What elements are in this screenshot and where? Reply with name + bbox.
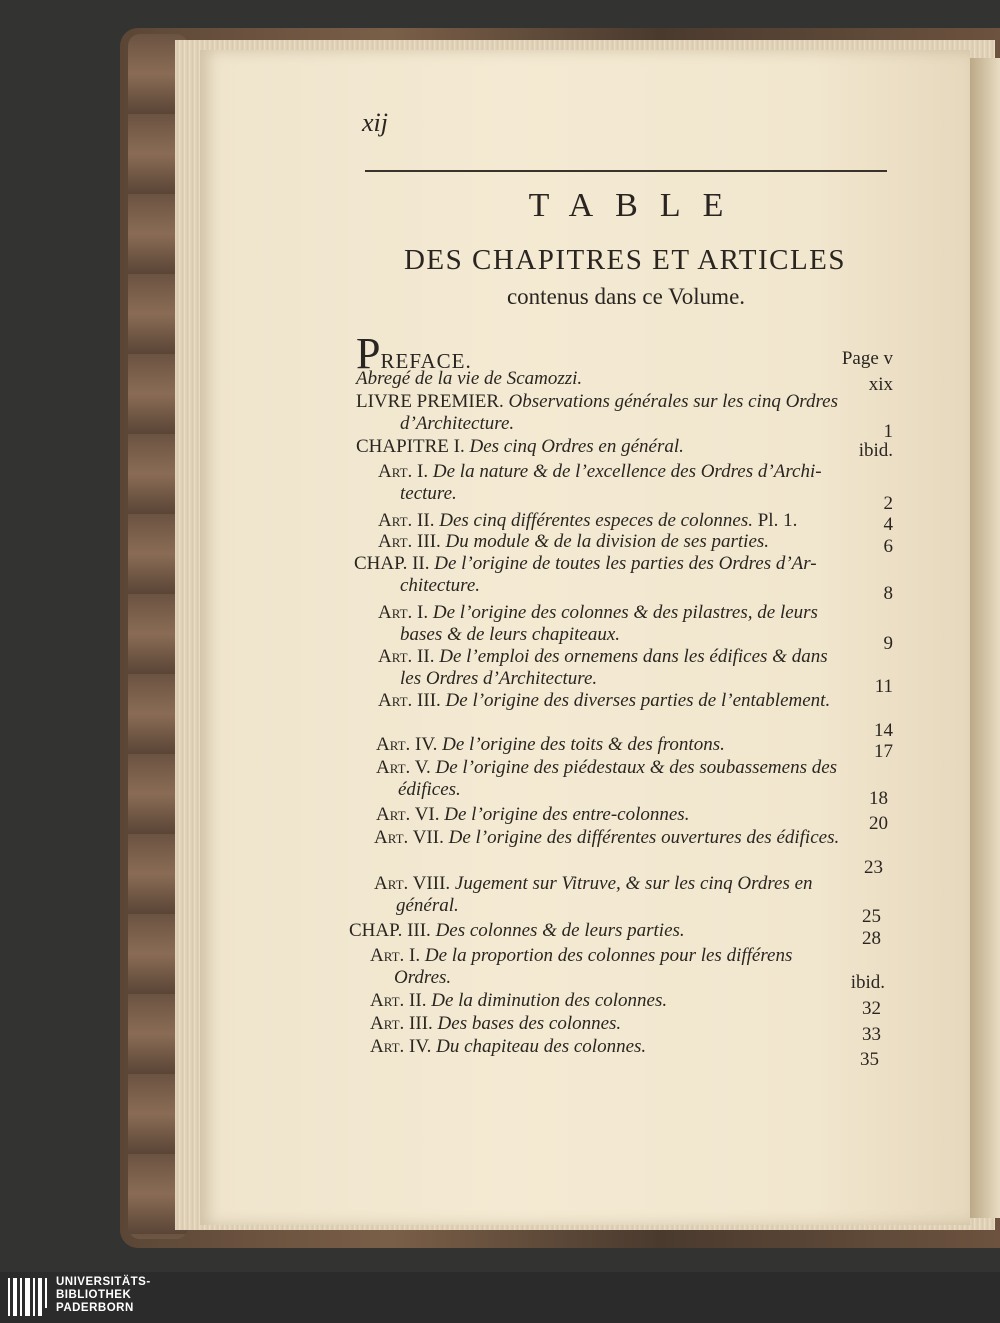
toc-entry-text: chitecture. xyxy=(400,575,481,596)
library-name-line: BIBLIOTHEK xyxy=(56,1289,132,1301)
toc-entry-label: REFACE. xyxy=(380,349,472,373)
toc-page-number: 35 xyxy=(860,1049,879,1070)
toc-entry-label: Art. IV. xyxy=(370,1036,432,1057)
toc-entry xyxy=(374,873,813,895)
toc-entry-text: Des cinq Ordres en général. xyxy=(469,436,684,457)
toc-page-number: 18 xyxy=(869,788,888,809)
toc-entry-label: LIVRE PREMIER. xyxy=(356,391,504,412)
toc-entry xyxy=(370,945,792,967)
toc-page-number: 11 xyxy=(874,676,893,697)
toc-entry-label: CHAP. III. xyxy=(349,920,431,941)
toc-page-number: 6 xyxy=(883,536,893,557)
toc-page-number: 28 xyxy=(862,928,881,949)
toc-entry-text: édifices. xyxy=(398,779,461,800)
toc-entry-label: Art. III. xyxy=(370,1013,433,1034)
toc-entry-text: d’Architecture. xyxy=(400,413,515,434)
library-name xyxy=(56,1276,151,1315)
toc-entry-text: De l’origine des toits & des frontons. xyxy=(442,734,725,755)
toc-entry-label: CHAP. II. xyxy=(354,553,430,574)
toc-page-number: 1 xyxy=(883,421,893,442)
toc-entry-text: les Ordres d’Architecture. xyxy=(400,668,598,689)
toc-entry xyxy=(354,553,817,575)
toc-entry-continuation xyxy=(398,779,461,801)
page-subtitle-secondary: contenus dans ce Volume. xyxy=(506,284,746,309)
toc-entry-label: Art. V. xyxy=(376,757,431,778)
toc-entry xyxy=(378,531,769,553)
toc-entry-continuation xyxy=(400,624,620,646)
toc-entry-text: bases & de leurs chapiteaux. xyxy=(400,624,621,645)
toc-page-number: 25 xyxy=(862,906,881,927)
toc-entry xyxy=(374,827,839,849)
library-name-line: PADERBORN xyxy=(56,1302,134,1314)
toc-entry-label: Art. II. xyxy=(370,990,427,1011)
toc-entry-text: Du chapiteau des colonnes. xyxy=(436,1036,647,1057)
toc-entry-text: Observations générales sur les cinq Ordres xyxy=(508,391,839,412)
toc-entry-label: Art. IV. xyxy=(376,734,438,755)
toc-entry xyxy=(376,734,725,756)
toc-page-number: 4 xyxy=(883,514,893,535)
toc-page-number: 20 xyxy=(869,813,888,834)
toc-entry-text: De l’emploi des ornemens dans les édifices & dans xyxy=(439,646,828,667)
toc-page-number: 2 xyxy=(883,493,893,514)
toc-page-number: ibid. xyxy=(850,972,885,993)
toc-page-number: 14 xyxy=(874,720,893,741)
library-name-line: UNIVERSITÄTS- xyxy=(56,1276,151,1288)
toc-entry xyxy=(356,368,582,390)
toc-entry xyxy=(378,510,797,532)
facing-page-edge xyxy=(968,58,1000,1218)
toc-page-number: 23 xyxy=(864,857,883,878)
toc-entry xyxy=(349,920,685,942)
toc-entry-continuation xyxy=(400,668,597,690)
toc-entry-label: Art. I. xyxy=(378,461,429,482)
toc-entry-text: tecture. xyxy=(400,483,457,504)
toc-entry-label: Art. II. xyxy=(378,646,435,667)
toc-entry-label: Art. VII. xyxy=(374,827,444,848)
toc-entry-text: De l’origine des différentes ouvertures des édifices. xyxy=(448,827,840,848)
toc-page-number: 17 xyxy=(874,741,893,762)
toc-entry-label: Art. VI. xyxy=(376,804,440,825)
toc-entry-label: Art. I. xyxy=(370,945,421,966)
toc-page-number: 33 xyxy=(862,1024,881,1045)
folio-number: xij xyxy=(362,108,388,137)
toc-page-number: ibid. xyxy=(858,440,893,461)
toc-entry-text: Abregé de la vie de Scamozzi. xyxy=(356,368,583,389)
toc-entry-text: Des colonnes & de leurs parties. xyxy=(435,920,685,941)
toc-entry-label: CHAPITRE I. xyxy=(356,436,465,457)
toc-entry-text: De l’origine des piédestaux & des soubassemens des xyxy=(435,757,838,778)
toc-entry xyxy=(378,690,830,712)
toc-entry-continuation xyxy=(400,575,480,597)
header-rule xyxy=(365,170,887,172)
toc-entry-text: De la nature & de l’excellence des Ordres d’Archi- xyxy=(432,461,822,482)
toc-entry xyxy=(378,646,828,668)
toc-entry-plate: Pl. 1. xyxy=(757,510,798,531)
toc-page-number: 32 xyxy=(862,998,881,1019)
toc-entry-text: Ordres. xyxy=(394,967,452,988)
toc-entry-continuation xyxy=(396,895,459,917)
toc-entry xyxy=(376,804,689,826)
toc-entry-label: Art. III. xyxy=(378,531,441,552)
library-logo-icon xyxy=(8,1278,48,1316)
toc-page-number: 9 xyxy=(883,633,893,654)
toc-entry xyxy=(378,602,818,624)
toc-entry-text: Des cinq différentes especes de colonnes. xyxy=(439,510,753,531)
toc-entry xyxy=(376,757,837,779)
toc-entry xyxy=(370,990,667,1012)
drop-cap: P xyxy=(356,329,381,378)
toc-entry-text: De l’origine des colonnes & des pilastres, de leurs xyxy=(432,602,818,623)
toc-entry xyxy=(356,391,838,413)
toc-entry xyxy=(370,1013,621,1035)
toc-page-number: Page v xyxy=(841,348,893,369)
toc-entry-label: Art. I. xyxy=(378,602,429,623)
toc-entry-text: De l’origine des diverses parties de l’entablement. xyxy=(445,690,831,711)
toc-entry xyxy=(370,1036,646,1058)
toc-entry-text: Jugement sur Vitruve, & sur les cinq Ordres en xyxy=(454,873,813,894)
toc-page-number: 8 xyxy=(883,583,893,604)
toc-entry-continuation xyxy=(400,413,514,435)
toc-entry-continuation xyxy=(400,483,457,505)
toc-entry-label: Art. II. xyxy=(378,510,435,531)
page-title: TABLE xyxy=(528,187,746,224)
toc-entry xyxy=(378,461,822,483)
toc-entry-text: Des bases des colonnes. xyxy=(437,1013,622,1034)
toc-entry-text: De l’origine des entre-colonnes. xyxy=(444,804,690,825)
toc-entry-label: Art. VIII. xyxy=(374,873,451,894)
toc-entry xyxy=(356,436,684,458)
toc-entry-text: De la proportion des colonnes pour les différens xyxy=(424,945,793,966)
toc-entry-label: Art. III. xyxy=(378,690,441,711)
toc-entry-text: Du module & de la division de ses parties. xyxy=(445,531,770,552)
page-subtitle: DES CHAPITRES ET ARTICLES xyxy=(403,244,847,276)
toc-entry-continuation xyxy=(394,967,451,989)
toc-page-number: xix xyxy=(868,374,893,395)
toc-entry-text: général. xyxy=(396,895,459,916)
toc-entry-text: De l’origine de toutes les parties des Ordres d’Ar- xyxy=(434,553,817,574)
toc-entry-text: De la diminution des colonnes. xyxy=(431,990,668,1011)
